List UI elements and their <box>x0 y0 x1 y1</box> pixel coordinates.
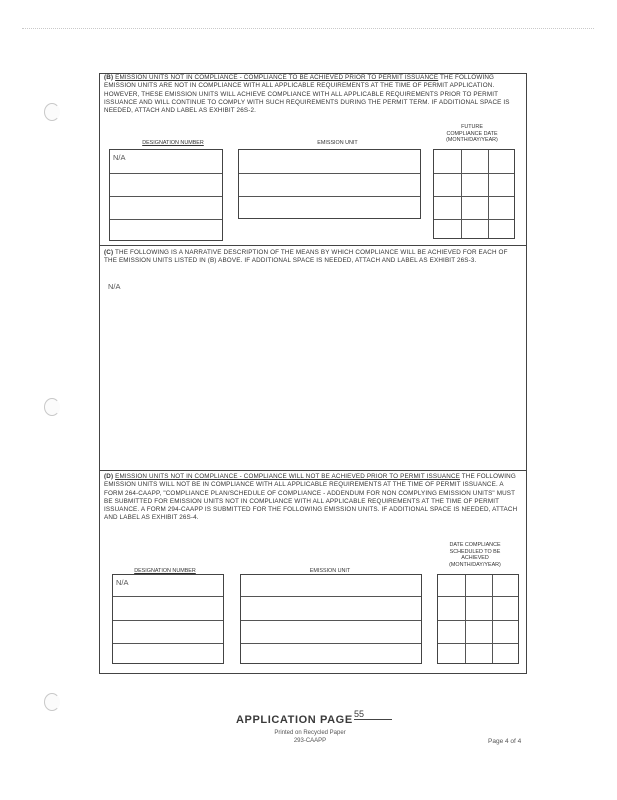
table-col-divider <box>492 575 493 663</box>
table-row-divider <box>110 196 222 197</box>
form-code: 293-CAAPP <box>293 738 327 744</box>
section-divider-c-d <box>100 470 526 471</box>
application-page-title: APPLICATION PAGE <box>236 714 353 726</box>
table-row-divider <box>113 643 223 644</box>
section-d-text <box>104 473 522 523</box>
application-page-number: 55 <box>354 709 392 720</box>
table-row-divider <box>239 196 420 197</box>
section-d-col-date-line2: SCHEDULED TO BE <box>449 548 501 555</box>
section-b-col-date-line1: FUTURE <box>461 124 483 130</box>
section-c-label: (C) <box>104 249 114 256</box>
section-d-col-date-line3: ACHIEVED <box>461 555 489 562</box>
printed-on-recycled-paper: Printed on Recycled Paper <box>274 730 346 736</box>
punch-hole-middle <box>44 398 60 416</box>
section-d-designation-entry: N/A <box>116 578 129 587</box>
section-c-text <box>104 249 522 266</box>
section-b-heading: EMISSION UNITS NOT IN COMPLIANCE - COMPLIANCE TO BE ACHIEVED PRIOR TO PERMIT ISSUANCE <box>115 74 439 81</box>
table-row-divider <box>110 173 222 174</box>
table-row-divider <box>113 620 223 621</box>
section-d-col-date <box>430 542 520 568</box>
table-row-divider <box>110 219 222 220</box>
table-col-divider <box>488 150 489 238</box>
section-c-entry: N/A <box>108 282 121 291</box>
section-b-date-table <box>433 149 515 239</box>
page-of-indicator: Page 4 of 4 <box>488 738 522 745</box>
section-d-label: (D) <box>104 473 114 480</box>
section-b-col-designation: DESIGNATION NUMBER <box>142 140 204 146</box>
section-b-text <box>104 74 522 115</box>
section-d-unit-table <box>240 574 422 664</box>
section-b-designation-table <box>109 149 223 241</box>
section-b-col-unit: EMISSION UNIT <box>317 140 358 146</box>
section-b-label: (B) <box>104 74 114 81</box>
section-divider-b-c <box>100 245 526 246</box>
compliance-form <box>99 73 527 674</box>
section-b-col-date-line3: (MONTH/DAY/YEAR) <box>446 137 498 144</box>
section-b-designation-entry: N/A <box>113 153 126 162</box>
table-row-divider <box>434 173 514 174</box>
table-row-divider <box>434 196 514 197</box>
table-row-divider <box>438 643 518 644</box>
table-col-divider <box>465 575 466 663</box>
table-col-divider <box>461 150 462 238</box>
section-b-col-date-line2: COMPLIANCE DATE <box>446 130 498 137</box>
section-b-col-date <box>430 124 514 144</box>
table-row-divider <box>241 620 421 621</box>
section-d-designation-table <box>112 574 224 664</box>
table-row-divider <box>239 173 420 174</box>
table-row-divider <box>241 596 421 597</box>
section-d-col-date-line4: (MONTH/DAY/YEAR) <box>449 561 501 568</box>
section-d-col-unit: EMISSION UNIT <box>309 568 351 574</box>
table-row-divider <box>434 219 514 220</box>
page-top-edge <box>22 28 594 29</box>
punch-hole-bottom <box>44 693 60 711</box>
section-b-unit-table <box>238 149 421 219</box>
section-d-body: THE FOLLOWING EMISSION UNITS WILL NOT BE IN COMPLIANCE WITH ALL APPLICABLE REQUIREMENTS AT THE TIME OF PERMIT ISSUANCE. A FORM 264-CAAPP, "COMPLIANCE PLAN/SCHEDULE OF COMPLIANCE - ADDENDUM FOR NON COMPLYING EMISSION UNITS" MUST BE SUBMITTED FOR EMISSION UNITS NOT IN COMPLIANCE WITH ALL APPLICABLE REQUIREMENTS AT THE TIME OF PERMIT ISSUANCE. A FORM 294-CAAPP IS SUBMITTED FOR THE FOLLOWING EMISSION UNITS. IF ADDITIONAL SPACE IS NEEDED, ATTACH AND LABEL AS EXHIBIT 26S-4. <box>104 473 518 522</box>
section-d-date-table <box>437 574 519 664</box>
section-d-heading: EMISSION UNITS NOT IN COMPLIANCE - COMPLIANCE WILL NOT BE ACHIEVED PRIOR TO PERMIT ISSUANCE <box>115 473 460 480</box>
section-c-body: THE FOLLOWING IS A NARRATIVE DESCRIPTION OF THE MEANS BY WHICH COMPLIANCE WILL BE ACHIEVED FOR EACH OF THE EMISSION UNITS LISTED IN (B) ABOVE. IF ADDITIONAL SPACE IS NEEDED, ATTACH AND LABEL AS EXHIBIT 26S-3. <box>104 249 508 265</box>
table-row-divider <box>241 643 421 644</box>
section-d-col-date-line1: DATE COMPLIANCE <box>449 542 501 548</box>
section-b-body: THE FOLLOWING EMISSION UNITS ARE NOT IN COMPLIANCE WITH ALL APPLICABLE REQUIREMENTS AT THE TIME OF PERMIT APPLICATION. HOWEVER, THESE EMISSION UNITS WILL ACHIEVE COMPLIANCE WITH ALL APPLICABLE REQUIREMENTS PRIOR TO PERMIT ISSUANCE AND WILL CONTINUE TO COMPLY WITH SUCH REQUIREMENTS DURING THE PERMIT TERM. IF ADDITIONAL SPACE IS NEEDED, ATTACH AND LABEL AS EXHIBIT 26S-2. <box>104 74 510 115</box>
table-row-divider <box>438 596 518 597</box>
table-row-divider <box>438 620 518 621</box>
punch-hole-top <box>44 103 60 121</box>
table-row-divider <box>113 596 223 597</box>
section-d-col-designation: DESIGNATION NUMBER <box>134 568 196 574</box>
